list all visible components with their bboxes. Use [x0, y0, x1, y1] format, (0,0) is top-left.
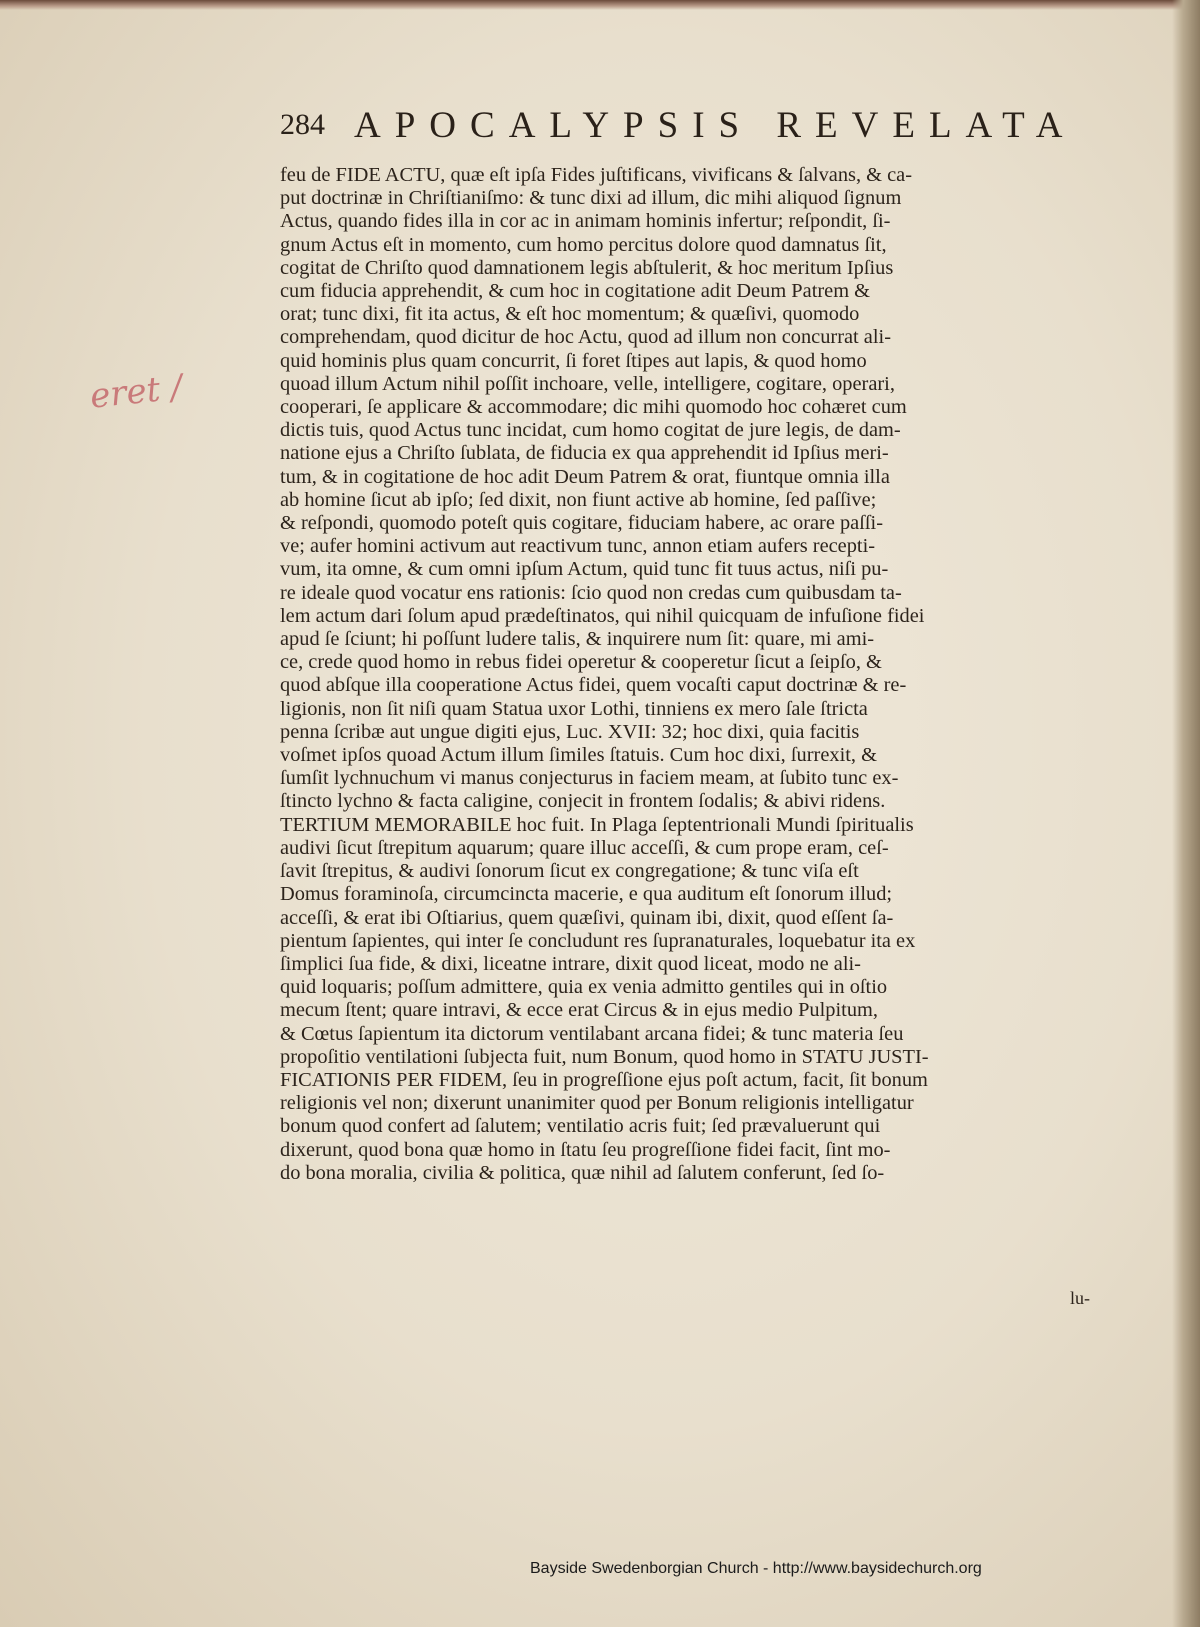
- text-line: Actus, quando fides illa in cor ac in animam hominis infertur; reſpondit, ſi-: [280, 210, 891, 233]
- text-line: penna ſcribæ aut ungue digiti ejus, Luc. XVII: 32; hoc dixi, quia facitis: [280, 720, 860, 743]
- footer-credit-link[interactable]: Bayside Swedenborgian Church - http://www.baysidechurch.org: [530, 1560, 982, 1577]
- text-line: & reſpondi, quomodo poteſt quis cogitare, fiduciam habere, ac orare paſſi-: [280, 512, 884, 535]
- page-gutter-shadow: [1172, 0, 1200, 1627]
- text-line: put doctrinæ in Chriſtianiſmo: & tunc dixi ad illum, dic mihi aliquod ſignum: [280, 187, 902, 210]
- text-line: vum, ita omne, & cum omni ipſum Actum, quid tunc fit tuus actus, niſi pu-: [280, 558, 889, 581]
- text-line: ab homine ſicut ab ipſo; ſed dixit, non fiunt active ab homine, ſed paſſive;: [280, 488, 877, 511]
- text-line: pientum ſapientes, qui inter ſe concludunt res ſupranaturales, loquebatur ita ex: [280, 929, 916, 952]
- text-line: cogitat de Chriſto quod damnationem legis abſtulerit, & hoc meritum Ipſius: [280, 256, 894, 279]
- text-line: quoad illum Actum nihil poſſit inchoare, velle, intelligere, cogitare, operari,: [280, 372, 895, 395]
- text-line: ſavit ſtrepitus, & audivi ſonorum ſicut ex congregatione; & tunc viſa eſt: [280, 860, 859, 883]
- text-line: cooperari, ſe applicare & accommodare; dic mihi quomodo hoc cohæret cum: [280, 396, 907, 419]
- catchword: lu-: [1070, 1288, 1090, 1308]
- text-line: tum, & in cogitatione de hoc adit Deum Patrem & orat, fiuntque omnia illa: [280, 465, 890, 488]
- text-line: gnum Actus eſt in momento, cum homo percitus dolore quod damnatus ſit,: [280, 233, 887, 256]
- text-line: voſmet ipſos quoad Actum illum ſimiles ſtatuis. Cum hoc dixi, ſurrexit, &: [280, 744, 877, 767]
- text-line: ve; aufer homini activum aut reactivum tunc, annon etiam aufers recepti-: [280, 535, 876, 558]
- text-line: ſumſit lychnuchum vi manus conjecturus in faciem meam, at ſubito tunc ex-: [280, 767, 899, 790]
- text-line: Domus foraminoſa, circumcincta macerie, e qua auditum eſt ſonorum illud;: [280, 883, 893, 906]
- text-line: ligionis, non ſit niſi quam Statua uxor Lothi, tinniens ex mero ſale ſtricta: [280, 697, 868, 720]
- text-line: apud ſe ſciunt; hi poſſunt ludere talis, & inquirere num ſit: quare, mi ami-: [280, 628, 875, 651]
- text-line: propoſitio ventilationi ſubjecta fuit, num Bonum, quod homo in STATU JUSTI-: [280, 1045, 929, 1068]
- text-line: natione ejus a Chriſto ſublata, de fiducia ex qua apprehendit id Ipſius meri-: [280, 442, 889, 465]
- text-line: feu de FIDE ACTU, quæ eſt ipſa Fides juſtificans, vivificans & ſalvans, & ca-: [280, 164, 912, 186]
- handwritten-margin-note: eret /: [88, 367, 185, 417]
- text-line: orat; tunc dixi, fit ita actus, & eſt hoc momentum; & quæſivi, quomodo: [280, 303, 860, 326]
- text-line: dixerunt, quod bona quæ homo in ſtatu ſeu progreſſione fidei facit, ſint mo-: [280, 1138, 891, 1161]
- text-line: lem actum dari ſolum apud prædeſtinatos, qui nihil quicquam de infuſione fidei: [280, 604, 925, 627]
- paragraph-start-line: TERTIUM MEMORABILE hoc fuit. In Plaga ſeptentrionali Mundi ſpiritualis: [280, 813, 914, 836]
- text-line: quid loquaris; poſſum admittere, quia ex venia admitto gentiles qui in oſtio: [280, 976, 888, 999]
- text-line: acceſſi, & erat ibi Oſtiarius, quem quæſivi, quinam ibi, dixit, quod eſſent ſa-: [280, 906, 894, 929]
- text-line: mecum ſtent; quare intravi, & ecce erat Circus & in ejus medio Pulpitum,: [280, 999, 878, 1022]
- text-line: religionis vel non; dixerunt unanimiter quod per Bonum religionis intelligatur: [280, 1092, 914, 1115]
- text-line: comprehendam, quod dicitur de hoc Actu, quod ad illum non concurrat ali-: [280, 326, 891, 349]
- text-line: re ideale quod vocatur ens rationis: ſcio quod non credas cum quibusdam ta-: [280, 581, 902, 604]
- text-line: ce, crede quod homo in rebus fidei operetur & cooperetur ſicut a ſeipſo, &: [280, 651, 882, 674]
- text-line: FICATIONIS PER FIDEM, ſeu in progreſſione ejus poſt actum, facit, ſit bonum: [280, 1068, 928, 1091]
- text-line: do bona moralia, civilia & politica, quæ nihil ad ſalutem conferunt, ſed ſo-: [280, 1161, 885, 1184]
- text-line: bonum quod confert ad ſalutem; ventilatio acris fuit; ſed prævaluerunt qui: [280, 1115, 881, 1138]
- page-number: 284: [280, 108, 325, 141]
- text-line: ſimplici ſua fide, & dixi, liceatne intrare, dixit quod liceat, modo ne ali-: [280, 952, 861, 975]
- text-line: & Cœtus ſapientum ita dictorum ventilabant arcana fidei; & tunc materia ſeu: [280, 1022, 904, 1045]
- page-header: [270, 100, 1077, 152]
- text-line: dictis tuis, quod Actus tunc incidat, cum homo cogitat de jure legis, de dam-: [280, 419, 901, 442]
- body-text: [280, 164, 1100, 1304]
- running-title: APOCALYPSIS REVELATA: [354, 105, 1077, 146]
- page-top-edge: [0, 0, 1200, 10]
- text-line: ſtincto lychno & facta caligine, conjecit in frontem ſodalis; & abivi ridens.: [280, 790, 886, 813]
- text-line: quod abſque illa cooperatione Actus fidei, quem vocaſti caput doctrinæ & re-: [280, 674, 907, 697]
- text-line: audivi ſicut ſtrepitum aquarum; quare illuc acceſſi, & cum prope eram, ceſ-: [280, 836, 889, 859]
- text-line: cum fiducia apprehendit, & cum hoc in cogitatione adit Deum Patrem &: [280, 280, 871, 303]
- text-line: quid hominis plus quam concurrit, ſi foret ſtipes aut lapis, & quod homo: [280, 349, 867, 372]
